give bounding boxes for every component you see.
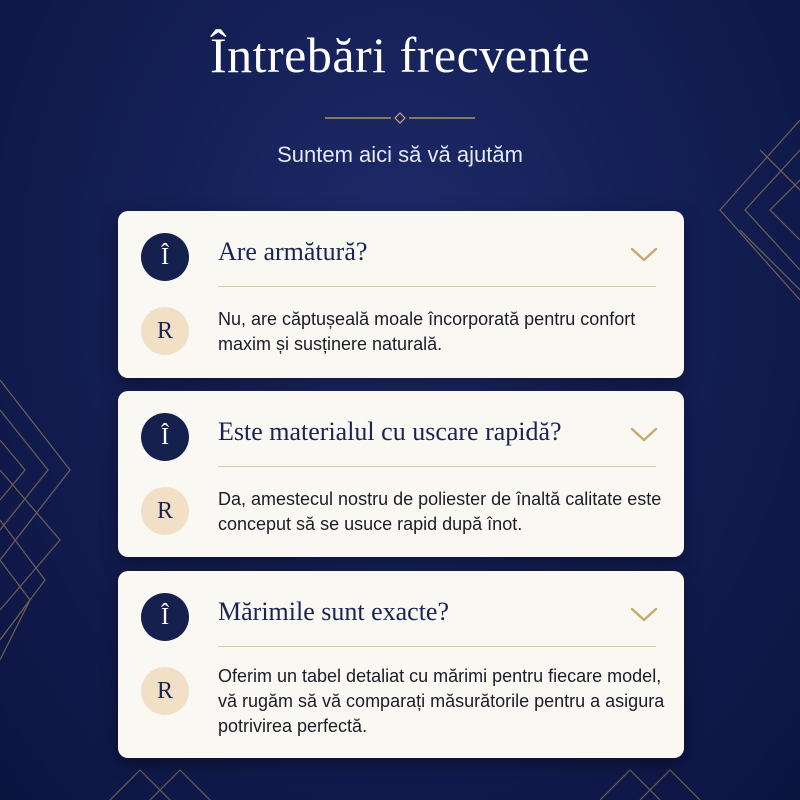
chevron-down-icon[interactable] <box>630 247 658 263</box>
question-badge: Î <box>141 233 189 281</box>
answer-badge: R <box>141 667 189 715</box>
divider-line <box>218 286 656 287</box>
divider-line <box>218 646 656 647</box>
faq-answer: Nu, are căptușeală moale încorporată pentru confort maxim și susținere naturală. <box>218 309 636 354</box>
answer-badge: R <box>141 487 189 535</box>
faq-card <box>118 211 684 378</box>
faq-answer: Oferim un tabel detaliat cu mărimi pentru fiecare model, vă rugăm să vă comparați măsurătorile pentru a asigura potrivirea perfectă. <box>218 666 665 736</box>
divider-line <box>218 466 656 467</box>
question-badge: Î <box>141 593 189 641</box>
faq-card <box>118 391 684 557</box>
page-subtitle: Suntem aici să vă ajutăm <box>277 142 523 167</box>
faq-question-row[interactable] <box>118 211 684 287</box>
faq-question-row[interactable] <box>118 571 684 647</box>
page-title: Întrebări frecvente <box>209 27 591 83</box>
chevron-down-icon[interactable] <box>630 427 658 443</box>
faq-question-row[interactable] <box>118 391 684 467</box>
faq-card <box>118 571 684 758</box>
answer-badge: R <box>141 307 189 355</box>
faq-question: Mărimile sunt exacte? <box>218 597 450 626</box>
diamond-divider-icon <box>325 111 475 125</box>
faq-answer: Da, amestecul nostru de poliester de înaltă calitate este conceput să se usuce rapid după înot. <box>218 489 662 534</box>
faq-question: Este materialul cu uscare rapidă? <box>218 417 562 446</box>
chevron-down-icon[interactable] <box>630 607 658 623</box>
faq-question: Are armătură? <box>218 237 368 266</box>
question-badge: Î <box>141 413 189 461</box>
